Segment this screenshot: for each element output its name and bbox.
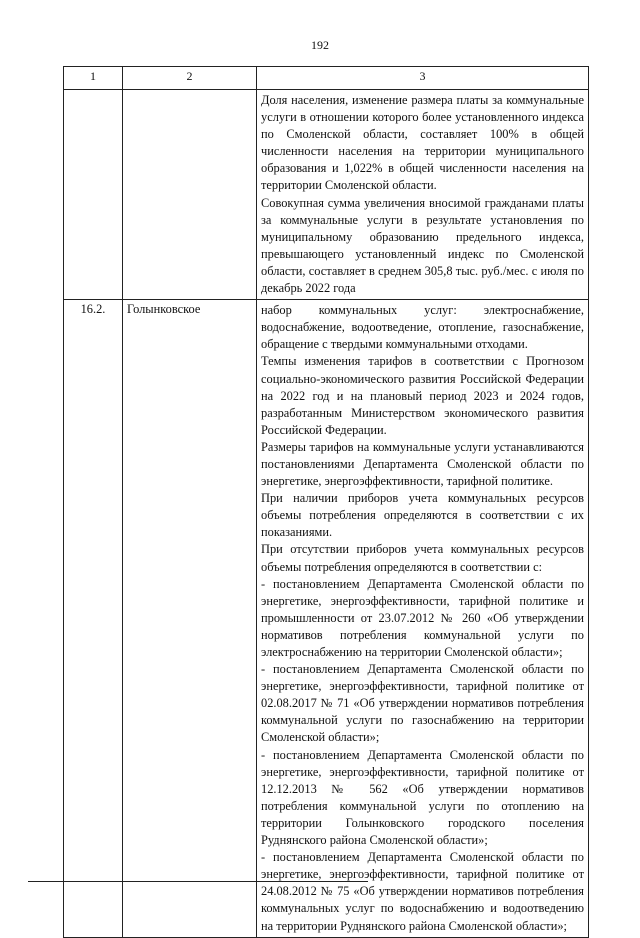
row-number bbox=[64, 90, 123, 300]
paragraph: набор коммунальных услуг: электроснабжение, водоснабжение, водоотведение, отопление, газоснабжение, обращение с твердыми коммунальными отходами. bbox=[261, 303, 584, 352]
footer-rule bbox=[28, 881, 368, 882]
column-header: 1 bbox=[64, 67, 123, 90]
paragraph: - постановлением Департамента Смоленской области по энергетике, энергоэффективности, тарифной политике от 12.12.2013 № 562 «Об утверждении нормативов потребления коммунальной услуги по отоплению на территории Голынковского городского поселения Руднянского района Смоленской области»; bbox=[261, 747, 584, 848]
paragraph: Доля населения, изменение размера платы за коммунальные услуги в отношении которого более установленного индекса по Смоленской области, составляет 100% в общей численности населения на территории муниципального образования и 1,022% в общей численности населения на территории Смоленской области. bbox=[261, 93, 584, 193]
paragraph: Размеры тарифов на коммунальные услуги устанавливаются постановлениями Департамента Смоленской области по энергетике, энергоэффективности, тарифной политике. bbox=[261, 439, 584, 489]
table-header-row bbox=[64, 67, 589, 90]
paragraph: При отсутствии приборов учета коммунальных ресурсов объемы потребления определяются в соответствии с: bbox=[261, 542, 584, 574]
column-header: 2 bbox=[123, 67, 257, 90]
paragraph: - постановлением Департамента Смоленской области по энергетике, энергоэффективности, тарифной политике и промышленности от 23.07.2012 № 260 «Об утверждении нормативов потребления коммунальной услуги по электроснабжению на территории Смоленской области»; bbox=[261, 576, 584, 659]
document-table bbox=[63, 66, 589, 938]
row-description bbox=[257, 90, 589, 300]
table-row bbox=[64, 90, 589, 300]
row-number: 16.2. bbox=[64, 300, 123, 937]
paragraph: - постановлением Департамента Смоленской области по энергетике, энергоэффективности, тарифной политике от 24.08.2012 № 75 «Об утверждении нормативов потребления коммунальных услуг по водоснабжению и водоотведению на территории Руднянского района Смоленской области»; bbox=[261, 850, 584, 933]
settlement-name bbox=[123, 90, 257, 300]
paragraph: - постановлением Департамента Смоленской области по энергетике, энергоэффективности, тарифной политике от 02.08.2017 № 71 «Об утверждении нормативов потребления коммунальной услуги по газоснабжению на территории Смоленской области»; bbox=[261, 662, 584, 745]
settlement-name: Голынковское bbox=[123, 300, 257, 937]
row-description bbox=[257, 300, 589, 937]
column-header: 3 bbox=[257, 67, 589, 90]
paragraph: Темпы изменения тарифов в соответствии с Прогнозом социально-экономического развития Российской Федерации на 2022 год и на плановый период 2023 и 2024 годов, разработанным Министерством экономического развития Российской Федерации. bbox=[261, 354, 584, 437]
paragraph: При наличии приборов учета коммунальных ресурсов объемы потребления определяются в соответствии с их показаниями. bbox=[261, 491, 584, 540]
table-row bbox=[64, 300, 589, 937]
page-number: 192 bbox=[311, 38, 329, 52]
paragraph: Совокупная сумма увеличения вносимой гражданами платы за коммунальные услуги в результате установления по муниципальному образованию предельного индекса, превышающего установленный индекс по Смоленской области, составляет в среднем 305,8 тыс. руб./мес. с июля по декабрь 2022 года bbox=[261, 195, 584, 296]
